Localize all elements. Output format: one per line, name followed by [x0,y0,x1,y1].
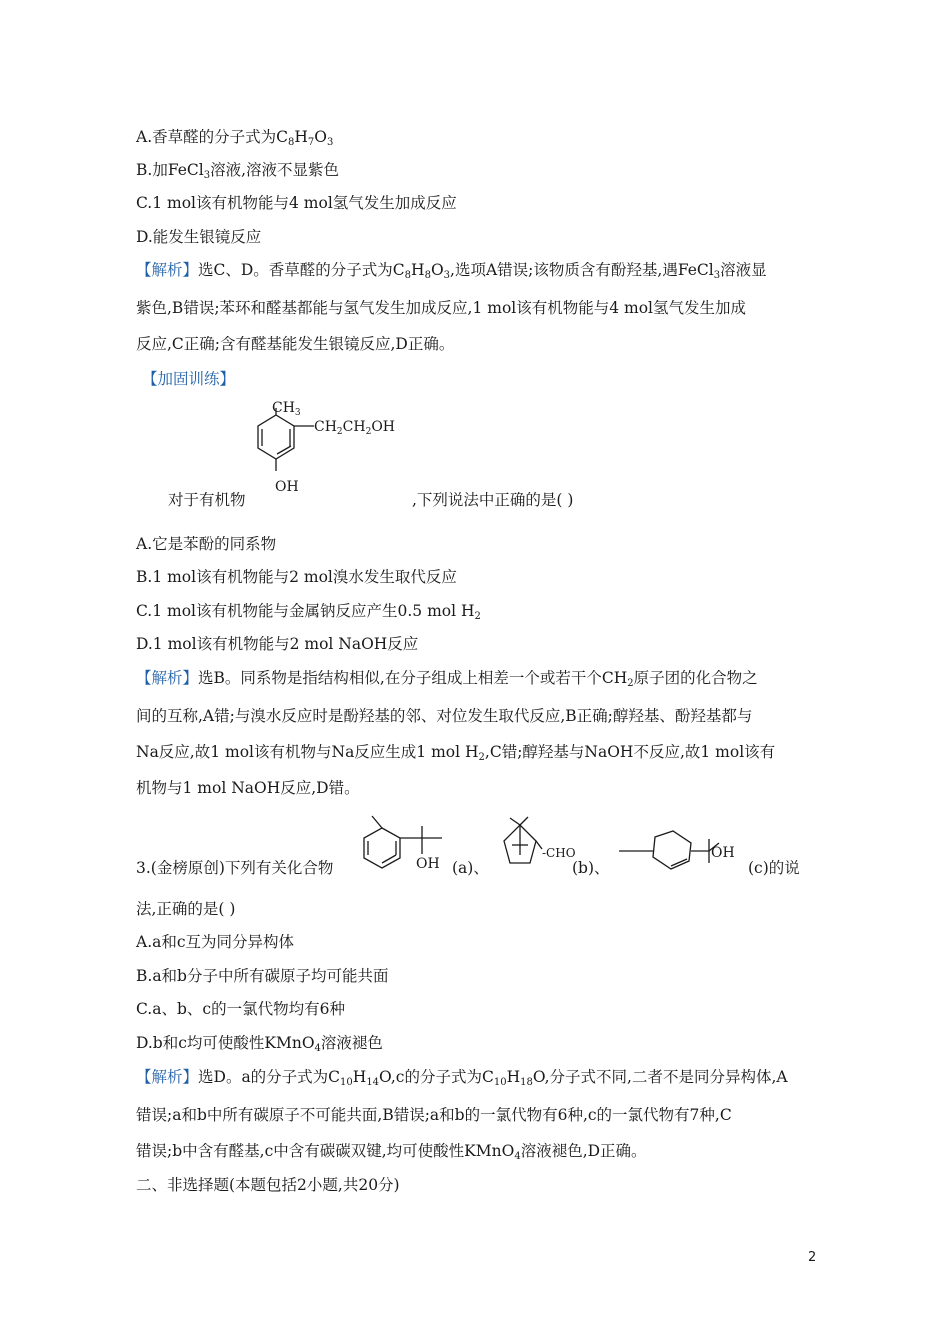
q3-label-b: (b)、 [572,859,610,877]
reinforce-tag: 【加固训练】 [142,370,236,388]
q2-analysis-line3: 反应,C正确;含有醛基能发生银镜反应,D正确。 [136,335,455,353]
q3-option-c: C.a、b、c的一氯代物均有6种 [136,1000,345,1018]
q3-label-a: (a)、 [452,859,489,877]
q2-option-b: B.加FeCl$_3$溶液,溶液不显紫色 [136,161,340,181]
q2-analysis-line1: 【解析】选C、D。香草醛的分子式为$C_8H_8O_3$,选项A错误;该物质含有酚羟基,遇FeCl$_3$溶液显 [136,261,767,281]
reinforce-analysis-line3: Na反应,故1 mol该有机物与Na反应生成1 mol $H_2,C$错;醇羟基与NaOH不反应,故1 mol该有 [136,743,776,763]
oh-label: OH [275,479,299,495]
q3-option-a: A.a和c互为同分异构体 [136,933,295,951]
molecule-structure-reinforce [250,395,410,505]
q2-option-c: C.1 mol该有机物能与4 mol氢气发生加成反应 [136,194,457,212]
reinforce-option-a: A.它是苯酚的同系物 [136,535,277,553]
section-heading-nonchoice: 二、非选择题(本题包括2小题,共20分) [136,1176,400,1194]
reinforce-option-c: C.1 mol该有机物能与金属钠反应产生0.5 mol $H_2$ [136,602,481,622]
q3-analysis-line3: 错误;b中含有醛基,c中含有碳碳双键,均可使酸性KMnO$_4$溶液褪色,D正确。 [136,1142,647,1162]
oh-c-label: OH [711,845,735,861]
q3-stem-line2: 法,正确的是( ) [136,900,236,918]
q2-option-d: D.能发生银镜反应 [136,228,262,246]
q3-label-c: (c)的说 [748,859,800,877]
reinforce-option-d: D.1 mol该有机物能与2 mol NaOH反应 [136,635,419,653]
q3-analysis-line1: 【解析】选D。a的分子式为$C_{10}H_{14}O,c$的分子式为$C_{10}H_{18}O$,分子式不同,二者不是同分异构体,A [136,1068,788,1088]
reinforce-stem-pre: 对于有机物 [168,491,246,509]
reinforce-analysis-line1: 【解析】选B。同系物是指结构相似,在分子组成上相差一个或若干个$CH_2$原子团的化合物之 [136,669,758,689]
ch3-label: $CH_3$ [272,400,301,418]
q3-option-d: D.b和c均可使酸性KMnO$_4$溶液褪色 [136,1034,383,1054]
cho-b-label: -CHO [542,846,576,860]
reinforce-analysis-line4: 机物与1 mol NaOH反应,D错。 [136,779,360,797]
molecule-a [352,812,452,882]
molecule-b [490,815,580,875]
reinforce-stem-post: ,下列说法中正确的是( ) [412,491,574,509]
molecule-c [615,825,745,880]
reinforce-option-b: B.1 mol该有机物能与2 mol溴水发生取代反应 [136,568,457,586]
oh-a-label: OH [416,856,440,872]
q3-analysis-line2: 错误;a和b中所有碳原子不可能共面,B错误;a和b的一氯代物有6种,c的一氯代物有7种,C [136,1106,732,1124]
page-number: 2 [808,1250,817,1265]
analysis-tag: 【解析】 [136,261,199,279]
q2-option-a: A.香草醛的分子式为$C_8H_7O_3$ [136,128,334,148]
q2-analysis-line2: 紫色,B错误;苯环和醛基都能与氢气发生加成反应,1 mol该有机物能与4 mol氢气发生加成 [136,299,747,317]
reinforce-analysis-line2: 间的互称,A错;与溴水反应时是酚羟基的邻、对位发生取代反应,B正确;醇羟基、酚羟基都与 [136,707,753,725]
side-chain-label: $CH_2CH_2OH$ [314,419,395,437]
q3-option-b: B.a和b分子中所有碳原子均可能共面 [136,967,389,985]
q3-stem-pre: 3.(金榜原创)下列有关化合物 [136,859,334,877]
